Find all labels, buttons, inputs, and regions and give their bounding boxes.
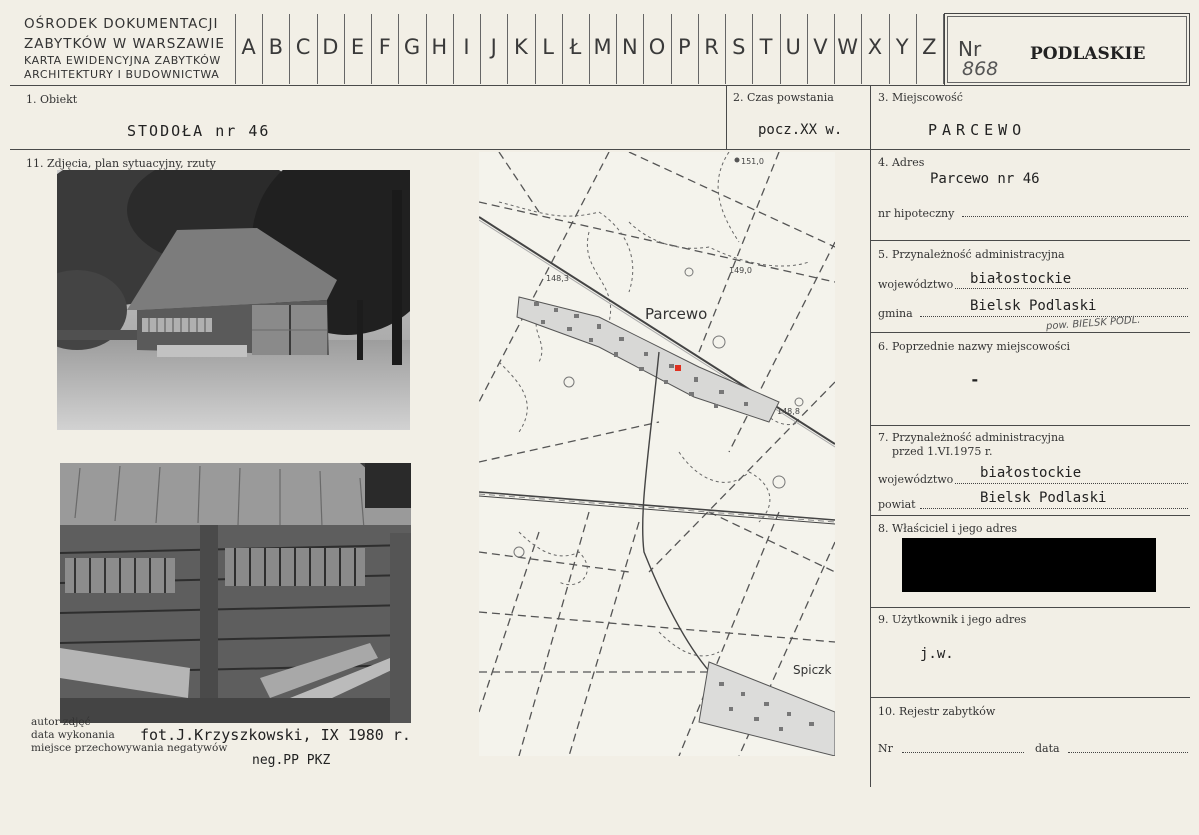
alphabet-divider xyxy=(889,14,890,84)
alphabet-divider xyxy=(589,14,590,84)
gmina-value: Bielsk Podlaski xyxy=(970,298,1097,314)
alphabet-divider xyxy=(480,14,481,84)
gmina-label: gmina xyxy=(878,307,913,320)
alphabet-letter: P xyxy=(677,35,691,59)
rule-v-right-col xyxy=(870,85,871,787)
rule-row1-bottom xyxy=(10,149,1190,150)
czas-label: 2. Czas powstania xyxy=(733,91,834,104)
alphabet-letter: N xyxy=(621,35,638,59)
institution-line-3: KARTA EWIDENCYJNA ZABYTKÓW xyxy=(24,54,221,67)
alphabet-letter: G xyxy=(403,35,421,59)
rule-poprzednie-bottom xyxy=(870,425,1190,426)
nr-handwritten: 868 xyxy=(962,58,999,80)
map-elevation-3: 149,0 xyxy=(729,266,752,275)
alphabet-letter: X xyxy=(867,35,883,59)
alphabet-divider xyxy=(262,14,263,84)
obiekt-label: 1. Obiekt xyxy=(26,93,78,106)
alphabet-letter: M xyxy=(593,35,612,59)
alphabet-divider xyxy=(235,14,236,84)
alphabet-letter: U xyxy=(785,35,801,59)
wojewodztwo-line xyxy=(955,288,1188,289)
alphabet-divider xyxy=(344,14,345,84)
alphabet-letter: R xyxy=(704,35,719,59)
alphabet-divider xyxy=(371,14,372,84)
rule-przed-bottom xyxy=(870,515,1190,516)
photo-barn-distant xyxy=(57,170,410,430)
alphabet-letter: T xyxy=(759,35,773,59)
alphabet-divider xyxy=(562,14,563,84)
alphabet-divider xyxy=(507,14,508,84)
uzytkownik-value: j.w. xyxy=(920,646,954,662)
alphabet-divider xyxy=(643,14,644,84)
rejestr-nr-label: Nr xyxy=(878,742,893,755)
alphabet-divider xyxy=(916,14,917,84)
data-wykonania-label: data wykonania xyxy=(31,729,115,741)
alphabet-divider xyxy=(780,14,781,84)
poprzednie-label: 6. Poprzednie nazwy miejscowości xyxy=(878,340,1071,353)
alphabet-letter: L xyxy=(542,35,554,59)
autor-label: autor zdjęć xyxy=(31,716,91,728)
rejestr-data-line xyxy=(1068,752,1188,753)
situation-map xyxy=(479,152,835,756)
alphabet-letter: V xyxy=(813,35,828,59)
przed-label-1: 7. Przynależność administracyjna xyxy=(878,431,1065,444)
redacted-owner-block xyxy=(902,538,1156,592)
alphabet-divider xyxy=(535,14,536,84)
zdjecia-label: 11. Zdjęcia, plan sytuacyjny, rzuty xyxy=(26,157,216,170)
alphabet-letter: H xyxy=(431,35,448,59)
alphabet-letter: F xyxy=(378,35,391,59)
alphabet-letter: S xyxy=(732,35,746,59)
poprzednie-value: - xyxy=(970,370,980,389)
alphabet-divider xyxy=(752,14,753,84)
photo-barn-distant-image xyxy=(57,170,410,430)
wojewodztwo2-line xyxy=(955,483,1188,484)
miejscowosc-value: PARCEWO xyxy=(928,121,1027,139)
map-elevation-2: 148,3 xyxy=(546,274,569,283)
alphabet-divider xyxy=(453,14,454,84)
alphabet-letter: D xyxy=(322,35,339,59)
czas-value: pocz.XX w. xyxy=(758,122,843,138)
wojewodztwo2-value: białostockie xyxy=(980,465,1082,481)
adres-value: Parcewo nr 46 xyxy=(930,171,1040,187)
alphabet-divider xyxy=(616,14,617,84)
map-elevation-1: 151,0 xyxy=(741,157,764,166)
photo-credit: fot.J.Krzyszkowski, IX 1980 r. xyxy=(140,726,411,744)
rule-uzytkownik-bottom xyxy=(870,697,1190,698)
powiat-line xyxy=(920,508,1188,509)
alphabet-divider xyxy=(807,14,808,84)
powiat-label: powiat xyxy=(878,498,916,511)
wojewodztwo2-label: województwo xyxy=(878,473,954,486)
alphabet-letter: W xyxy=(837,35,859,59)
alphabet-divider xyxy=(317,14,318,84)
alphabet-letter: A xyxy=(241,35,256,59)
institution-line-2: ZABYTKÓW W WARSZAWIE xyxy=(24,36,225,52)
rule-header-bottom xyxy=(10,85,1190,86)
institution-line-4: ARCHITEKTURY I BUDOWNICTWA xyxy=(24,68,220,81)
wojewodztwo-label: województwo xyxy=(878,278,954,291)
adres-label: 4. Adres xyxy=(878,156,925,169)
nr-hipoteczny-label: nr hipoteczny xyxy=(878,207,955,220)
negative-location: neg.PP PKZ xyxy=(252,753,331,768)
photo-barn-closeup-image xyxy=(60,463,411,723)
gmina-handwritten-note: pow. BIELSK PODL. xyxy=(1045,314,1141,333)
powiat-value: Bielsk Podlaski xyxy=(980,490,1107,506)
miejsce-label: miejsce przechowywania negatywów xyxy=(31,742,228,754)
wojewodztwo-value: białostockie xyxy=(970,271,1072,287)
alphabet-divider xyxy=(725,14,726,84)
alphabet-divider xyxy=(398,14,399,84)
institution-line-1: OŚRODEK DOKUMENTACJI xyxy=(24,16,219,32)
rejestr-nr-line xyxy=(902,752,1024,753)
alphabet-letter: K xyxy=(514,35,528,59)
miejscowosc-label: 3. Miejscowość xyxy=(878,91,963,104)
przed-label-2: przed 1.VI.1975 r. xyxy=(892,445,993,458)
rejestr-data-label: data xyxy=(1035,742,1060,755)
alphabet-divider xyxy=(289,14,290,84)
nr-label: Nr xyxy=(958,37,982,61)
przynaleznosc-label: 5. Przynależność administracyjna xyxy=(878,248,1065,261)
nr-hipoteczny-line xyxy=(962,216,1188,217)
alphabet-letter: Ł xyxy=(569,35,582,59)
uzytkownik-label: 9. Użytkownik i jego adres xyxy=(878,613,1027,626)
alphabet-letter: Z xyxy=(922,35,937,59)
alphabet-divider xyxy=(671,14,672,84)
alphabet-letter: E xyxy=(350,35,365,59)
wlasciciel-label: 8. Właściciel i jego adres xyxy=(878,522,1018,535)
map-place-label-2: Spiczk xyxy=(793,663,832,677)
rule-przynaleznosc-bottom xyxy=(870,332,1190,333)
obiekt-value: STODOŁA nr 46 xyxy=(127,122,271,140)
gmina-line xyxy=(920,316,1188,317)
alphabet-letter: C xyxy=(295,35,311,59)
alphabet-letter: J xyxy=(490,35,497,59)
rule-adres-bottom xyxy=(870,240,1190,241)
map-place-label: Parcewo xyxy=(645,305,708,323)
alphabet-divider xyxy=(834,14,835,84)
situation-map-image xyxy=(479,152,835,756)
rule-wlasciciel-bottom xyxy=(870,607,1190,608)
rule-v-czas xyxy=(726,85,727,149)
map-elevation-4: 148,8 xyxy=(777,407,800,416)
rejestr-label: 10. Rejestr zabytków xyxy=(878,705,996,718)
building-location-marker xyxy=(675,365,681,371)
alphabet-divider xyxy=(861,14,862,84)
region-name: PODLASKIE xyxy=(1030,44,1146,64)
alphabet-letter: B xyxy=(268,35,284,59)
photo-barn-closeup xyxy=(60,463,411,723)
alphabet-letter: Y xyxy=(895,35,909,59)
alphabet-divider xyxy=(426,14,427,84)
alphabet-letter: I xyxy=(463,35,470,59)
alphabet-divider xyxy=(698,14,699,84)
alphabet-letter: O xyxy=(648,35,666,59)
